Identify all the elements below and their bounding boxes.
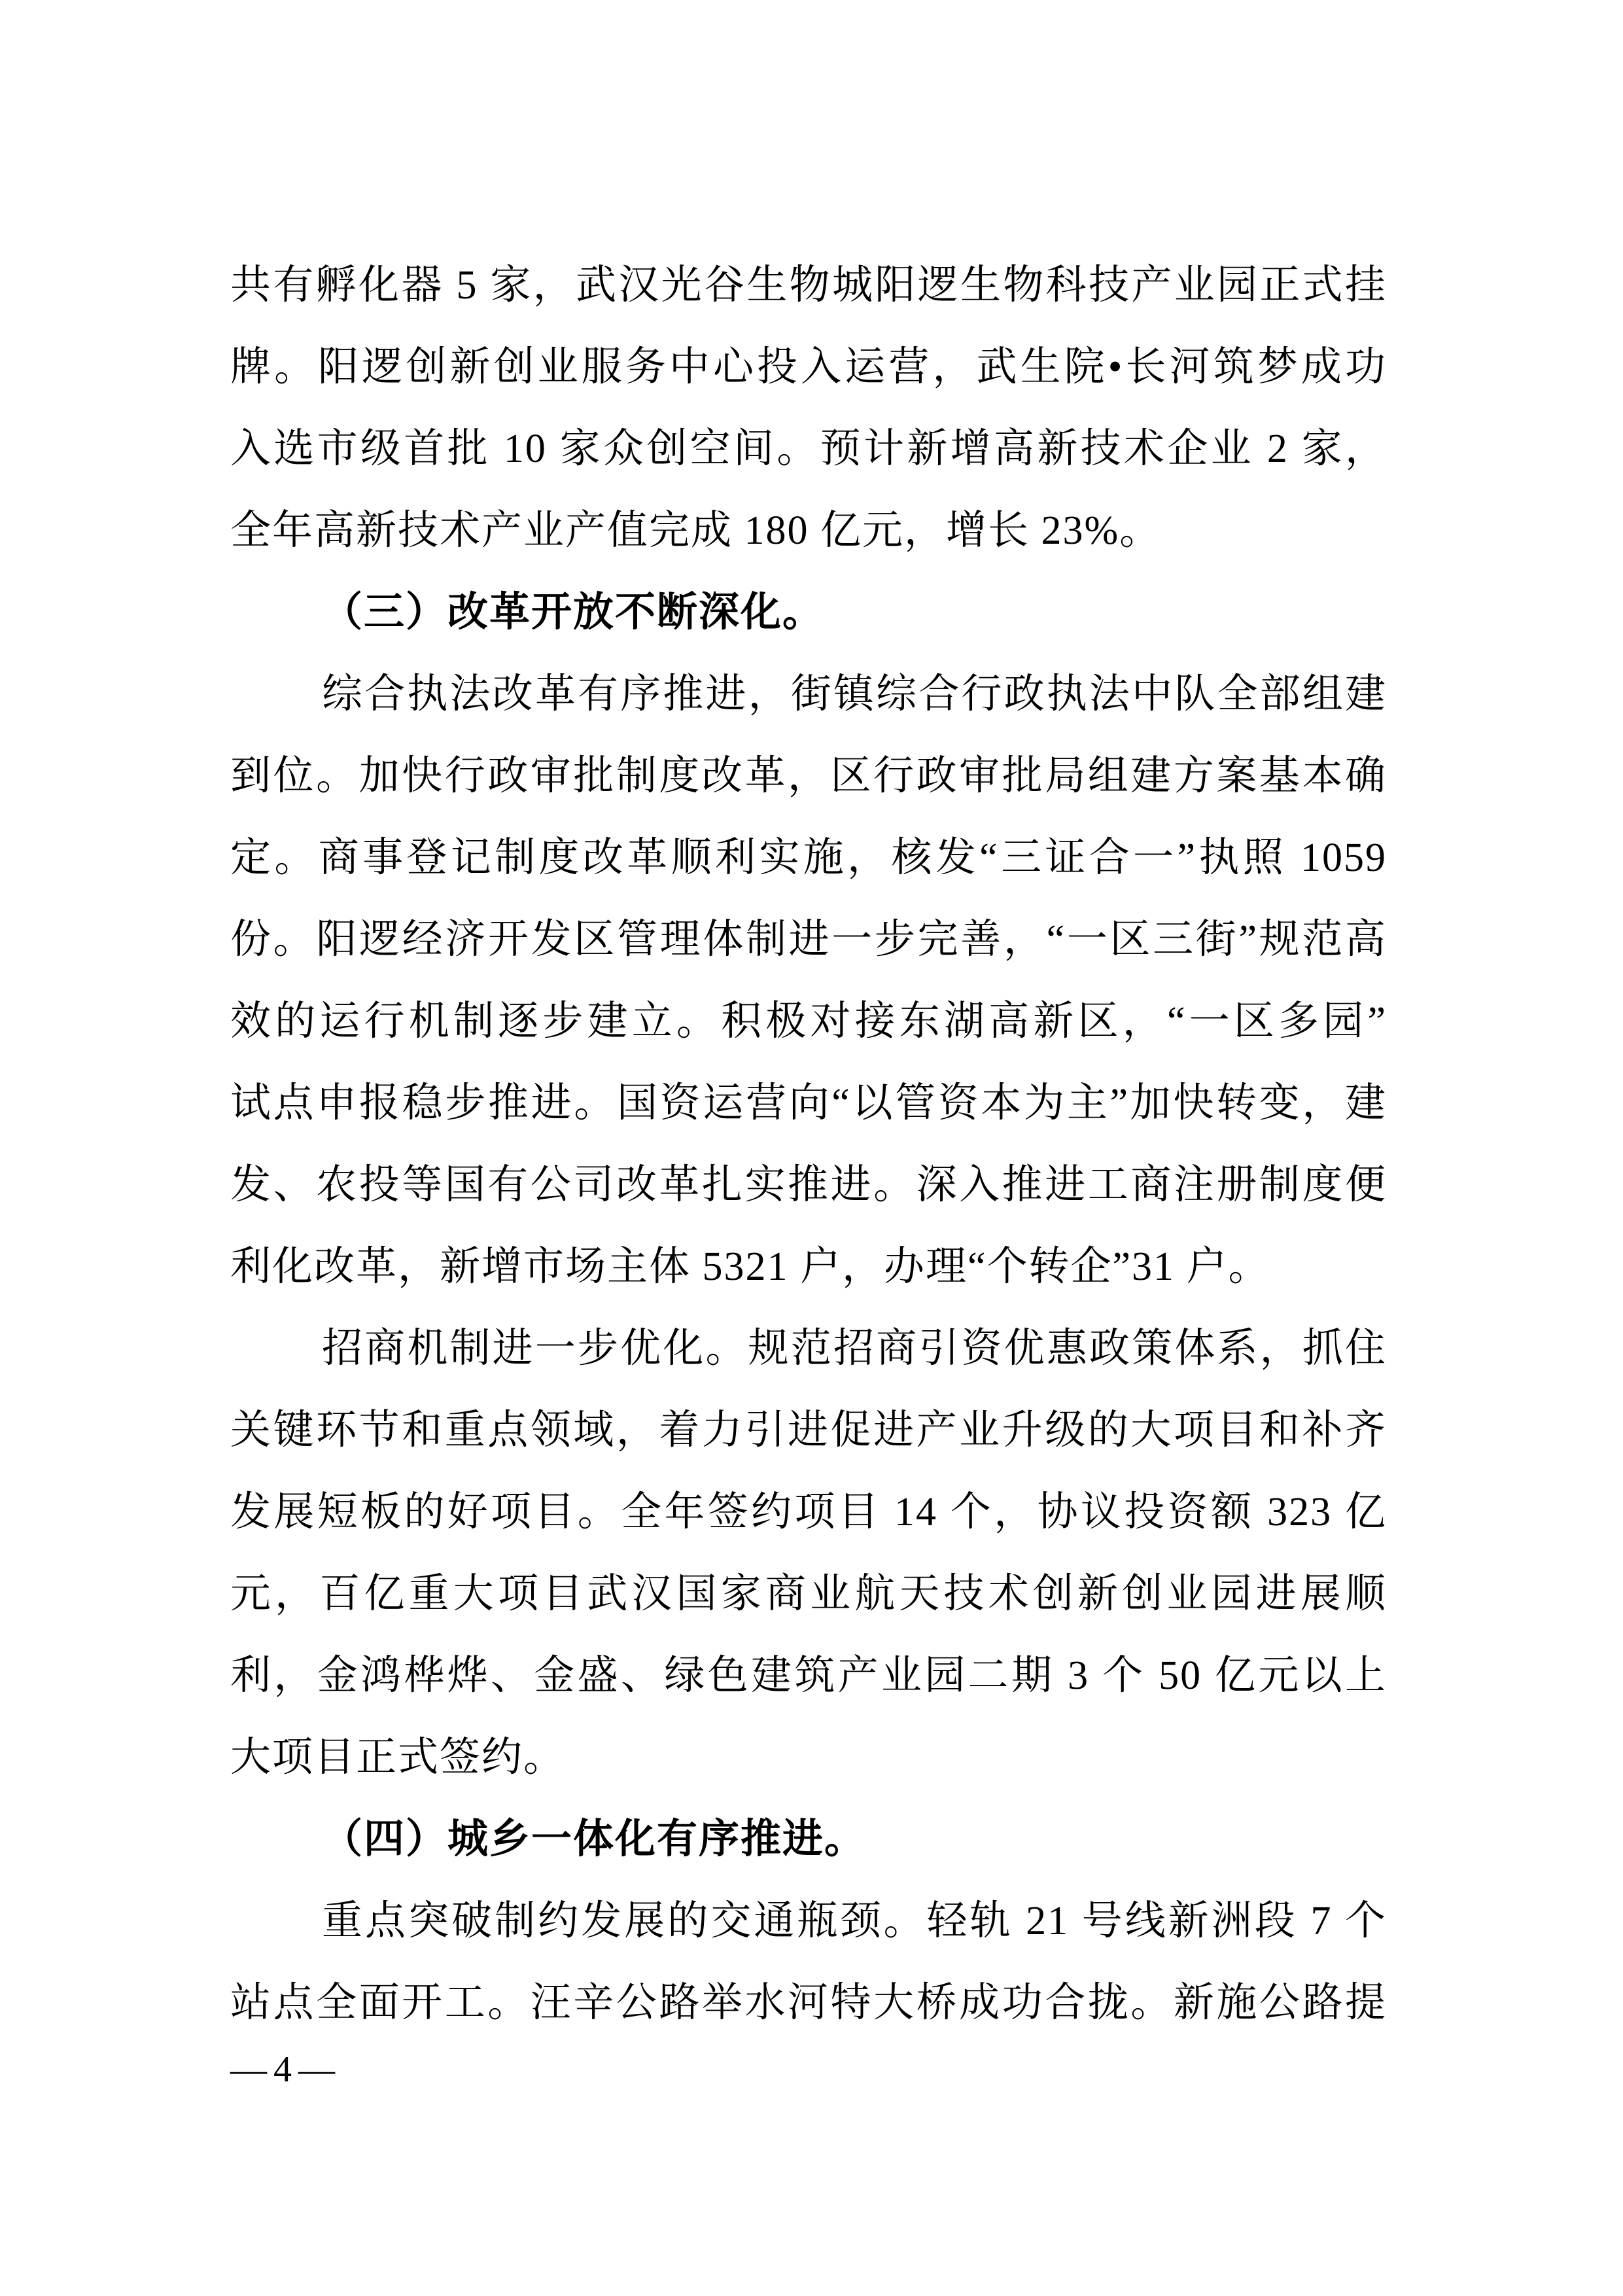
body-line: 入选市级首批 10 家众创空间。预计新增高新技术企业 2 家，: [230, 427, 1387, 471]
body-line: 综合执法改革有序推进，街镇综合行政执法中队全部组建: [322, 672, 1387, 716]
body-line: 份。阳逻经济开发区管理体制进一步完善，“一区三街”规范高: [230, 917, 1387, 962]
body-line: 利，金鸿桦烨、金盛、绿色建筑产业园二期 3 个 50 亿元以上: [230, 1653, 1387, 1698]
body-line: 共有孵化器 5 家，武汉光谷生物城阳逻生物科技产业园正式挂: [230, 263, 1387, 308]
body-line: 到位。加快行政审批制度改革，区行政审批局组建方案基本确: [230, 754, 1387, 798]
body-line: 全年高新技术产业产值完成 180 亿元，增长 23%。: [230, 508, 1162, 553]
body-line: 利化改革，新增市场主体 5321 户，办理“个转企”31 户。: [230, 1245, 1270, 1289]
section-heading-4: （四）城乡一体化有序推进。: [322, 1817, 867, 1862]
body-line: 元，百亿重大项目武汉国家商业航天技术创新创业园进展顺: [230, 1572, 1387, 1616]
body-line: 重点突破制约发展的交通瓶颈。轻轨 21 号线新洲段 7 个: [322, 1899, 1387, 1943]
body-line: 大项目正式签约。: [230, 1735, 566, 1780]
body-line: 关键环节和重点领域，着力引进促进产业升级的大项目和补齐: [230, 1408, 1387, 1453]
body-line: 牌。阳逻创新创业服务中心投入运营，武生院•长河筑梦成功: [230, 345, 1387, 389]
document-body: [230, 245, 1387, 2044]
body-line: 效的运行机制逐步建立。积极对接东湖高新区，“一区多园”: [230, 999, 1387, 1044]
body-line: 发、农投等国有公司改革扎实推进。深入推进工商注册制度便: [230, 1163, 1387, 1207]
section-heading-3: （三）改革开放不断深化。: [322, 590, 825, 635]
body-line: 招商机制进一步优化。规范招商引资优惠政策体系，抓住: [322, 1326, 1387, 1371]
body-line: 发展短板的好项目。全年签约项目 14 个，协议投资额 323 亿: [230, 1490, 1387, 1534]
page-number: —4—: [230, 2049, 341, 2090]
body-line: 试点申报稳步推进。国资运营向“以管资本为主”加快转变，建: [230, 1081, 1387, 1125]
body-line: 定。商事登记制度改革顺利实施，核发“三证合一”执照 1059: [230, 836, 1387, 880]
body-line: 站点全面开工。汪辛公路举水河特大桥成功合拢。新施公路提: [230, 1981, 1387, 2025]
